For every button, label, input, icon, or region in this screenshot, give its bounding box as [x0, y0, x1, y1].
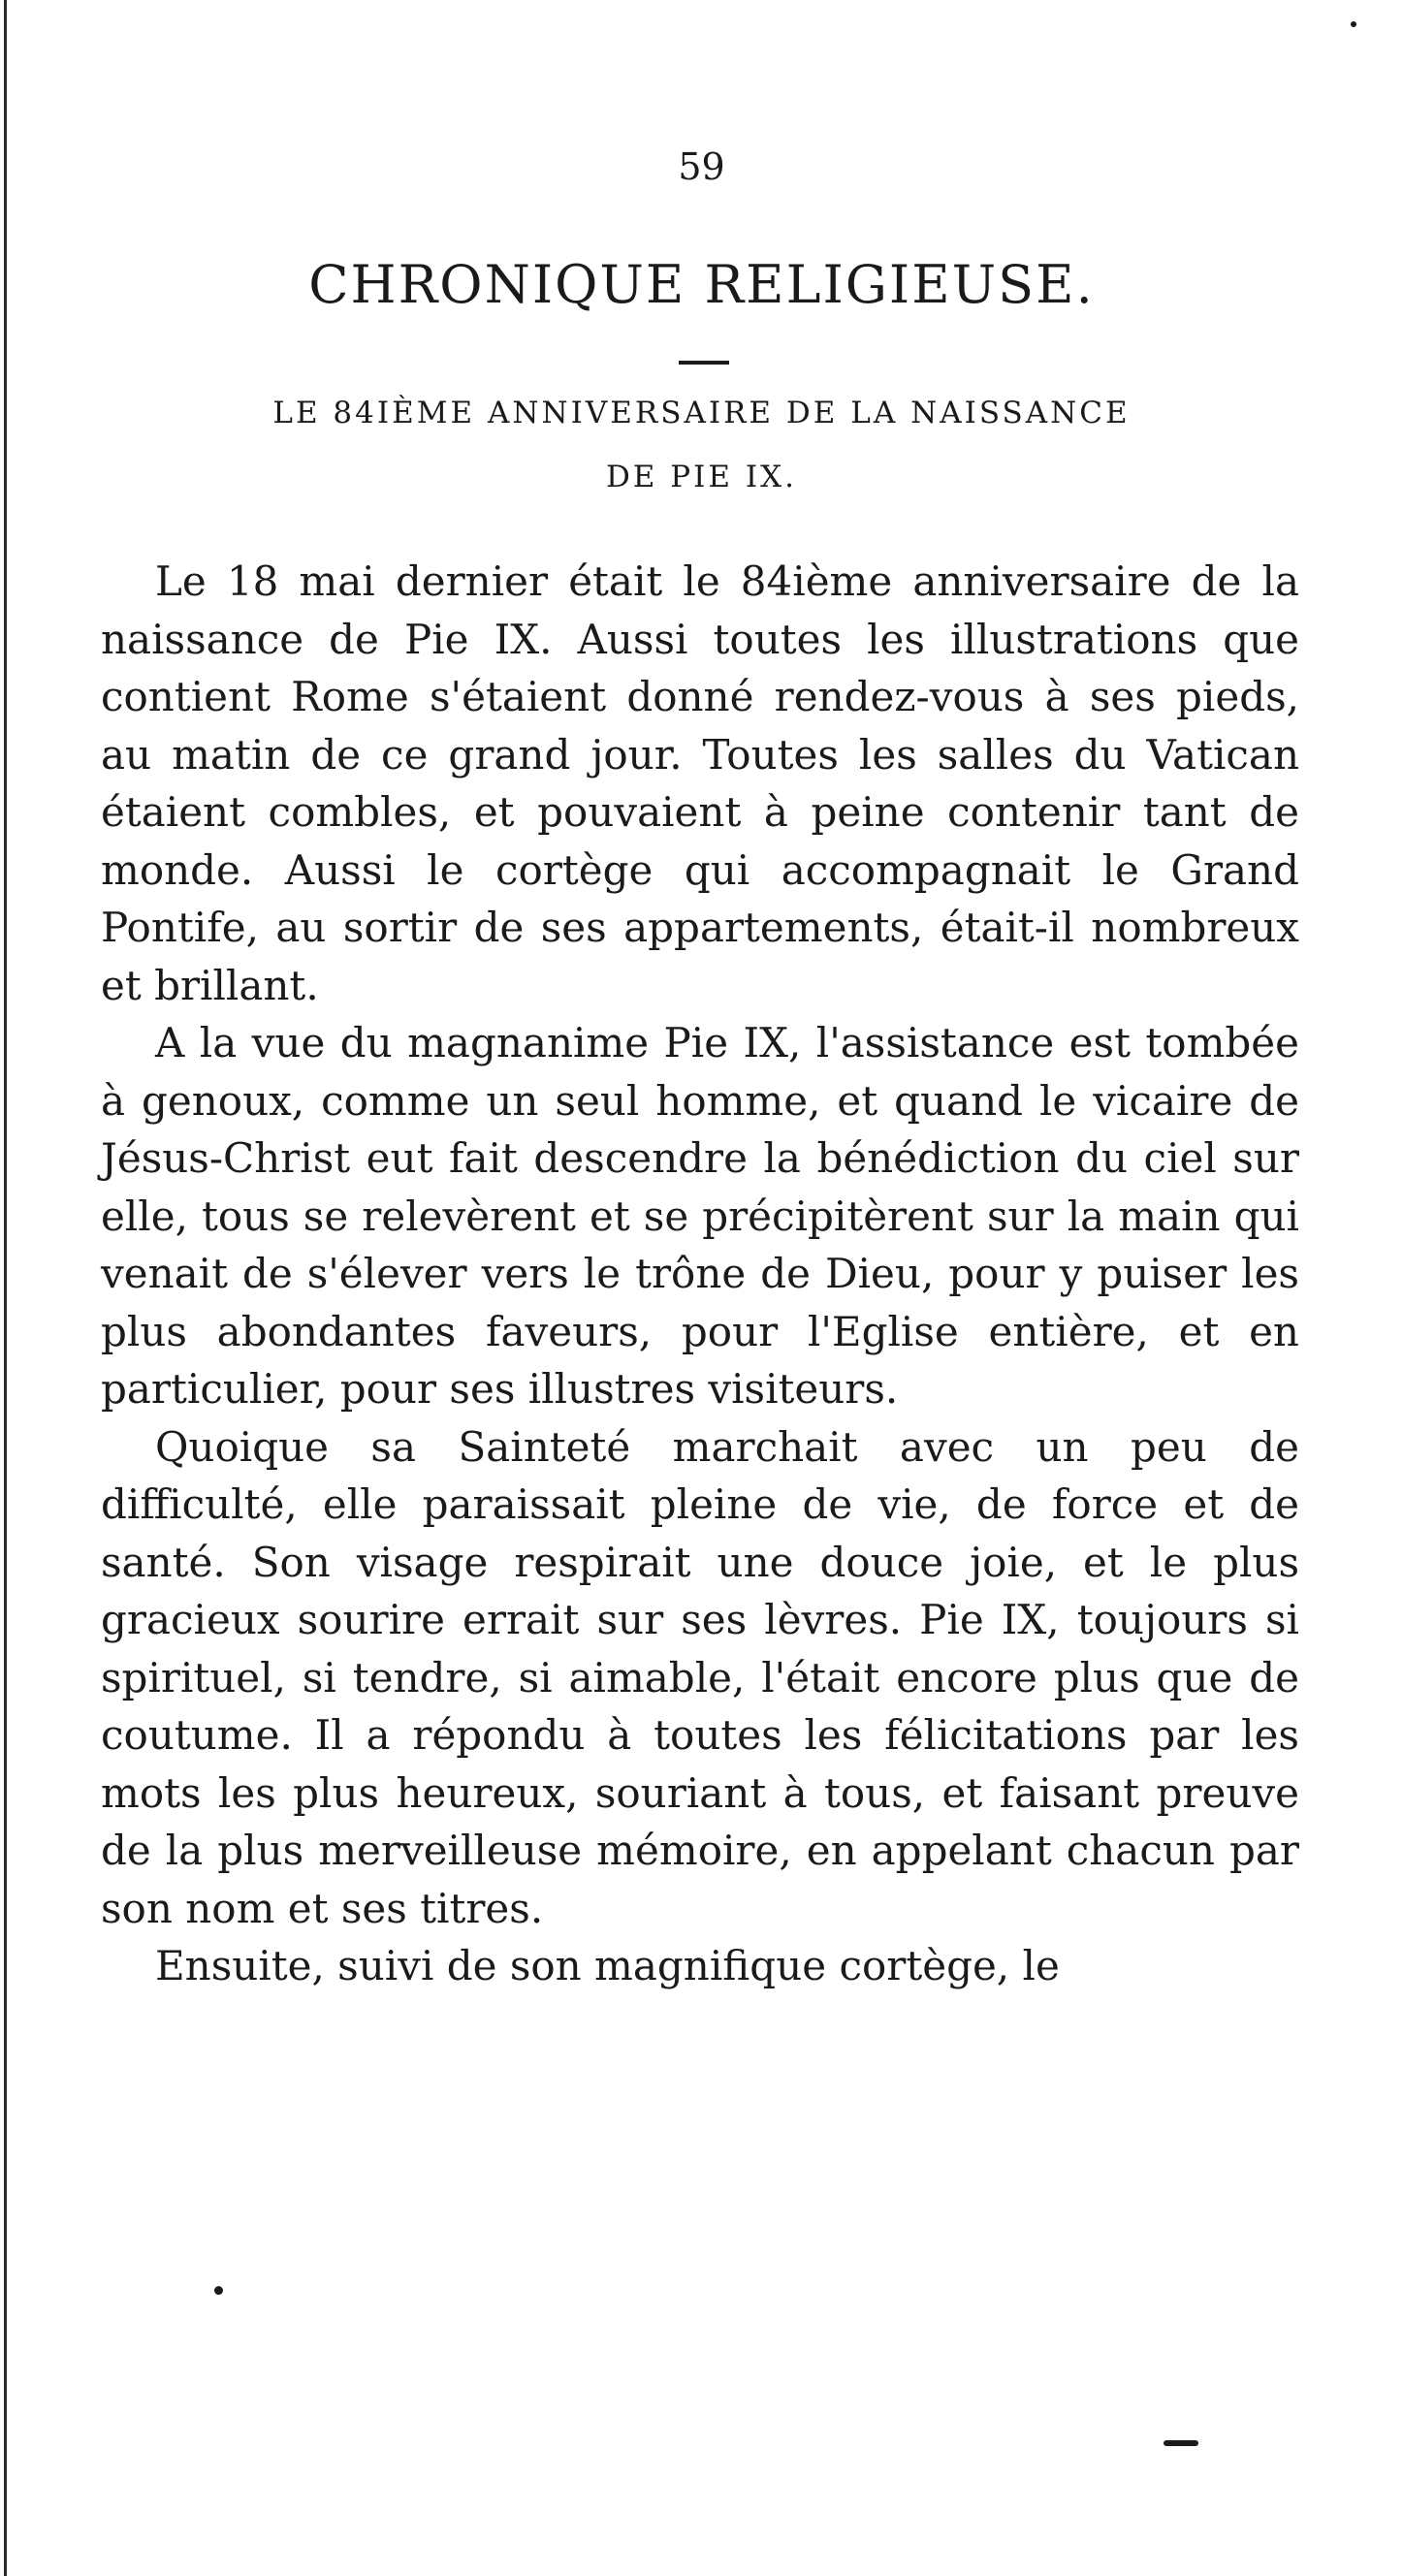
paragraph-1: Le 18 mai dernier était le 84ième anniversaire de la naissance de Pie IX. Aussi toutes les illustrations que contient Rome s'étaient donné rendez-vous à ses pieds, au matin de ce grand jour. Toutes les salles du Vatican étaient combles, et pouvaient à peine contenir tant de monde. Aussi le cortège qui accompagnait le Grand Pontife, au sortir de ses appartements, était-il nombreux et brillant. [101, 557, 1299, 1009]
article-heading-line-1: LE 84IÈME ANNIVERSAIRE DE LA NAISSANCE [272, 396, 1131, 430]
article-body [101, 553, 1299, 1995]
article-heading-line-2: DE PIE IX. [605, 460, 798, 494]
title-separator [679, 361, 729, 365]
paragraph-2: A la vue du magnanime Pie IX, l'assistance est tombée à genoux, comme un seul homme, et quand le vicaire de Jésus-Christ eut fait descendre la bénédiction du ciel sur elle, tous se relevèrent et se précipitèrent sur la main qui venait de s'élever vers le trône de Dieu, pour y puiser les plus abondantes faveurs, pour l'Eglise entière, et en particulier, pour ses illustres visiteurs. [101, 1019, 1299, 1413]
section-title: CHRONIQUE RELIGIEUSE. [308, 254, 1095, 315]
ink-speck [1351, 21, 1356, 27]
ink-mark [1164, 2440, 1198, 2446]
page-number: 59 [678, 145, 725, 188]
ink-speck [214, 2286, 223, 2295]
paragraph-3: Quoique sa Sainteté marchait avec un peu de difficulté, elle paraissait pleine de vie, de force et de santé. Son visage respirait une douce joie, et le plus gracieux sourire errait sur ses lèvres. Pie IX, toujours si spirituel, si tendre, si aimable, l'était encore plus que de coutume. Il a répondu à toutes les félicitations par les mots les plus heureux, souriant à tous, et faisant preuve de la plus merveilleuse mémoire, en appelant chacun par son nom et ses titres. [101, 1422, 1299, 1932]
page-edge-rule [4, 0, 7, 2576]
paragraph-4: Ensuite, suivi de son magnifique cortège, le [155, 1942, 1060, 1989]
